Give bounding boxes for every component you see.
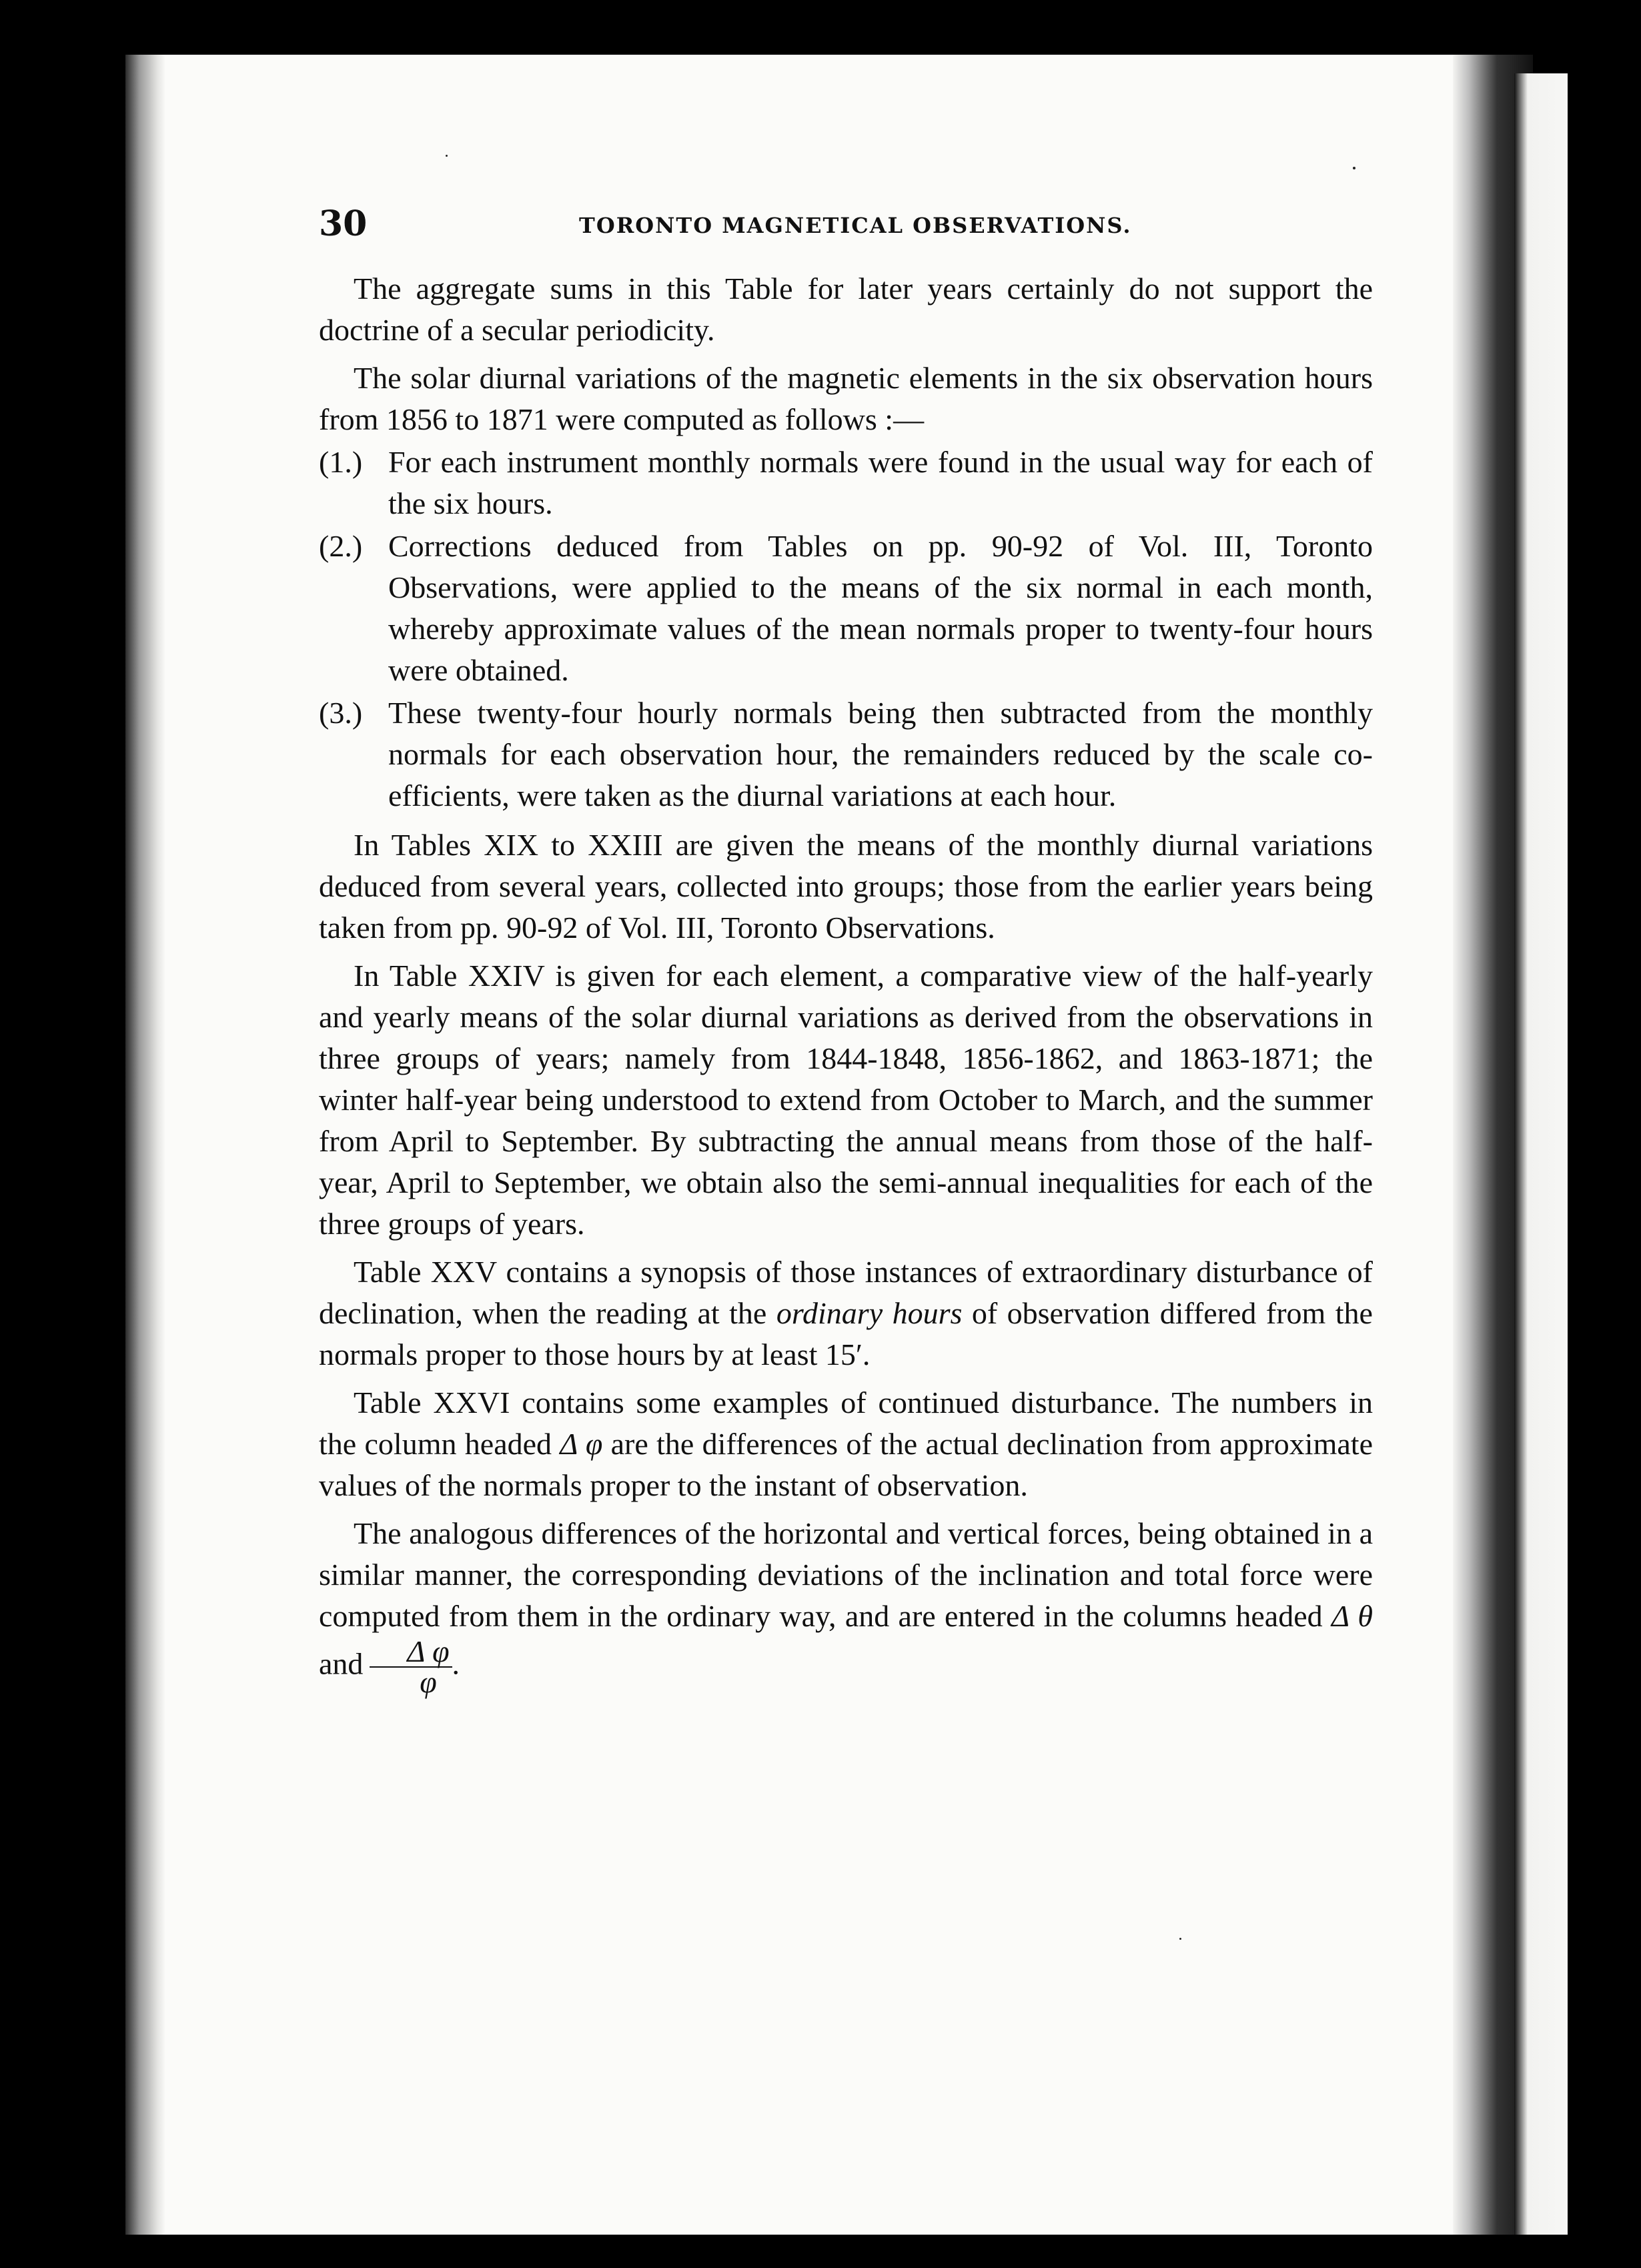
- paragraph-table-xxv: [319, 1251, 1373, 1375]
- list-item: [319, 526, 1373, 691]
- list-item-text: Corrections deduced from Tables on pp. 90-92 of Vol. III, Toronto Observations, were applied to the means of the six normal in each month, whereby approximate values of the mean normals proper to twenty-four hours were obtained.: [388, 529, 1373, 687]
- list-item-number: (3.): [319, 696, 363, 730]
- running-head: TORONTO MAGNETICAL OBSERVATIONS.: [579, 213, 1132, 238]
- delta-theta-symbol: Δ θ: [1331, 1599, 1373, 1633]
- paragraph-table-xxvi: [319, 1382, 1373, 1506]
- list-item-number: (2.): [319, 529, 363, 563]
- list-item-number: (1.): [319, 445, 363, 479]
- list-item-text: For each instrument monthly normals were found in the usual way for each of the six hours.: [388, 445, 1373, 520]
- scan-speck: [1179, 1938, 1181, 1940]
- fraction-denominator: φ: [420, 1665, 437, 1699]
- list-item-text: These twenty-four hourly normals being then subtracted from the monthly normals for each observation hour, the remainders reduced by the scale co-efficients, were taken as the diurnal variations at each hour.: [388, 696, 1373, 812]
- paragraph-aggregate-sums: The aggregate sums in this Table for later years certainly do not support the doctrine of a secular periodicity.: [319, 271, 1373, 347]
- text-run: and: [319, 1646, 364, 1681]
- list-item: [319, 692, 1373, 816]
- delta-phi-symbol: Δ φ: [560, 1427, 603, 1461]
- text-run: Table XXVI contains some examples of continued disturbance. The numbers in the column headed: [319, 1385, 1373, 1461]
- paragraph-analogous-differences: [319, 1513, 1373, 1697]
- binding-shadow: [125, 55, 165, 2235]
- scan-speck: [446, 155, 448, 157]
- paragraph-table-xxiv: In Table XXIV is given for each element, a comparative view of the half-yearly and yearly means of the solar diurnal variations as derived from the observations in three groups of years; namely from 1844-1848, 1856-1862, and 1863-1871; the winter half-year being understood to extend from October to March, and the summer from April to September. By subtracting the annual means from those of the half-year, April to September, we obtain also the semi-annual inequalities for each of the three groups of years.: [319, 959, 1373, 1241]
- scan-speck: [1353, 167, 1355, 169]
- page-header: [319, 203, 1373, 243]
- text-run: are the differences of the actual declination from approximate values of the normals proper to the instant of observation.: [319, 1427, 1373, 1502]
- text-run: Table XXV contains a synopsis of those instances of extraordinary disturbance of declination, when the reading at the: [319, 1255, 1373, 1330]
- adjacent-page-edge: [1514, 73, 1568, 2235]
- fraction-numerator: Δ φ: [370, 1637, 452, 1668]
- paragraph-tables-xix-xxiii: In Tables XIX to XXIII are given the means of the monthly diurnal variations deduced from several years, collected into groups; those from the earlier years being taken from pp. 90-92 of Vol. III, Toronto Observations.: [319, 828, 1373, 945]
- text-run: of observation differed from the normals proper to those hours by at least 15′.: [319, 1296, 1373, 1371]
- paragraph-solar-diurnal: The solar diurnal variations of the magnetic elements in the six observation hours from 1856 to 1871 were computed as follows :—: [319, 361, 1373, 436]
- text-run: The analogous differences of the horizontal and vertical forces, being obtained in a similar manner, the corresponding deviations of the inclination and total force were computed from them in the ordinary way, and are entered in the columns headed: [319, 1516, 1373, 1633]
- delta-phi-over-phi-fraction: [370, 1634, 452, 1699]
- body-text: [319, 268, 1373, 1704]
- italic-ordinary-hours: ordinary hours: [776, 1296, 963, 1330]
- list-item: [319, 442, 1373, 524]
- text-run: .: [452, 1646, 460, 1681]
- page-number: 30: [319, 203, 368, 244]
